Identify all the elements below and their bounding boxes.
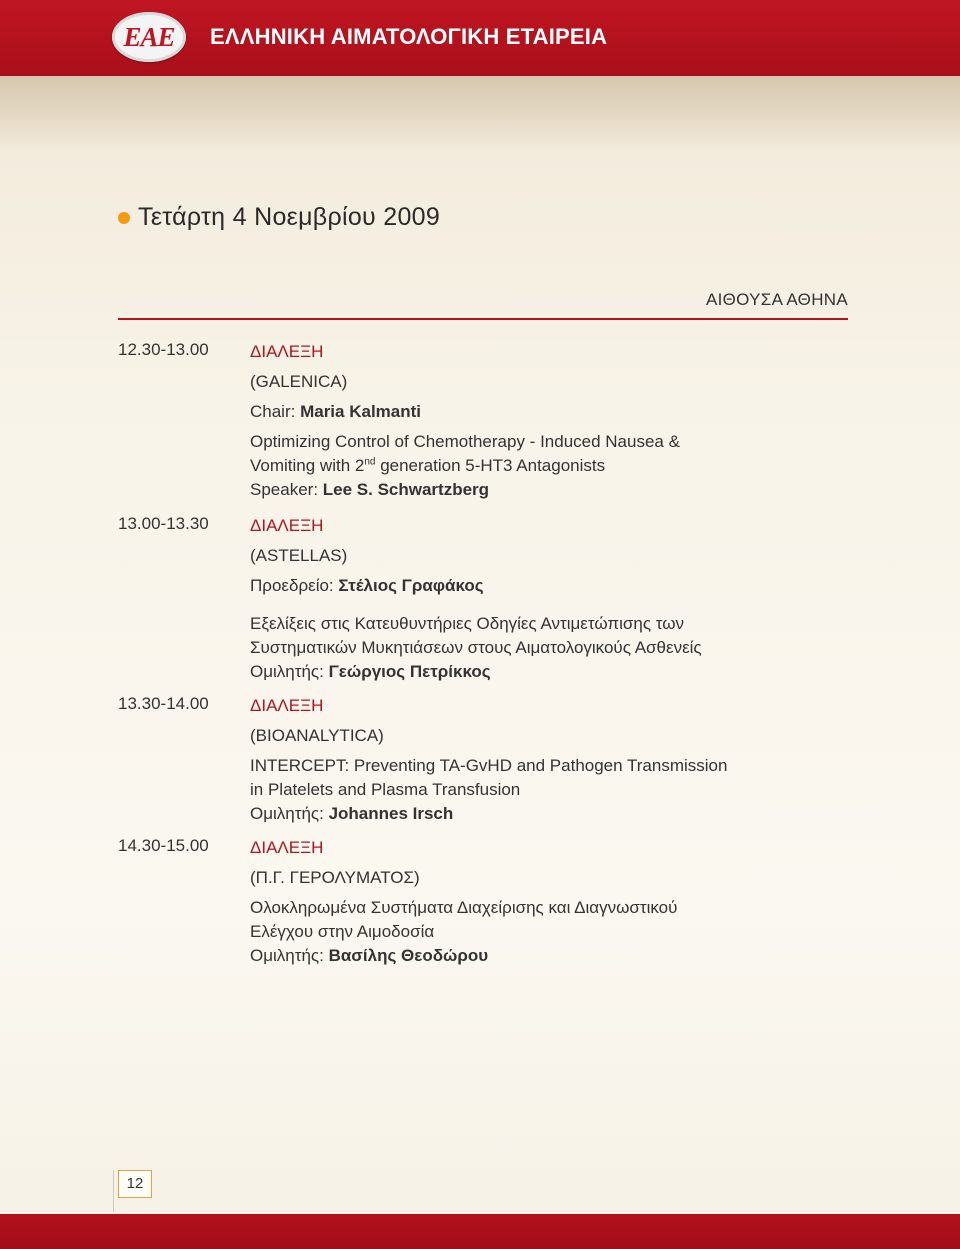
session-type: ΔΙΑΛΕΞΗ	[250, 696, 324, 715]
session-sponsor: (BIOANALYTICA)	[250, 726, 384, 745]
session-speaker: Ομιλητής: Γεώργιος Πετρίκκος	[250, 662, 491, 681]
speaker-name: Johannes Irsch	[328, 804, 454, 823]
session-speaker: Speaker: Lee S. Schwartzberg	[250, 480, 490, 499]
session-content	[250, 836, 850, 968]
session-title-line: Εξελίξεις στις Κατευθυντήριες Οδηγίες Αντιμετώπισης των	[250, 614, 684, 633]
hall-label: ΑΙΘΟΥΣΑ ΑΘΗΝΑ	[706, 290, 848, 309]
society-logo	[112, 12, 186, 62]
session-chair: Chair: Maria Kalmanti	[250, 402, 422, 421]
page-number: 12	[118, 1170, 152, 1198]
logo-text: ΕΑΕ	[123, 21, 175, 52]
session-time: 12.30-13.00	[118, 340, 209, 359]
session-time: 13.30-14.00	[118, 694, 209, 713]
session-title-line: Optimizing Control of Chemotherapy - Induced Nausea &	[250, 432, 680, 451]
speaker-name: Βασίλης Θεοδώρου	[328, 946, 489, 965]
session-time: 13.00-13.30	[118, 514, 209, 533]
session-title-line: Ολοκληρωμένα Συστήματα Διαχείρισης και Διαγνωστικού	[250, 898, 678, 917]
date-heading	[118, 203, 440, 232]
session-title-line: INTERCEPT: Preventing TA-GvHD and Pathogen Transmission	[250, 756, 728, 775]
speaker-name: Γεώργιος Πετρίκκος	[328, 662, 491, 681]
footer-divider	[113, 1170, 114, 1212]
session-time: 14.30-15.00	[118, 836, 209, 855]
session-sponsor: (GALENICA)	[250, 372, 348, 391]
session-title-line: Ελέγχου στην Αιμοδοσία	[250, 922, 435, 941]
session-type: ΔΙΑΛΕΞΗ	[250, 342, 324, 361]
session-title-line: Συστηματικών Μυκητιάσεων στους Αιματολογικούς Ασθενείς	[250, 638, 702, 657]
header-bar	[0, 0, 960, 76]
session-type: ΔΙΑΛΕΞΗ	[250, 838, 324, 857]
session-chair: Προεδρείο: Στέλιος Γραφάκος	[250, 576, 484, 595]
chair-name: Maria Kalmanti	[300, 402, 422, 421]
footer-bar	[0, 1214, 960, 1249]
session-type: ΔΙΑΛΕΞΗ	[250, 516, 324, 535]
session-title-line: in Platelets and Plasma Transfusion	[250, 780, 521, 799]
hall-divider	[118, 318, 848, 320]
chair-name: Στέλιος Γραφάκος	[338, 576, 484, 595]
session-content	[250, 694, 850, 826]
session-content	[250, 514, 850, 684]
speaker-name: Lee S. Schwartzberg	[322, 480, 490, 499]
organization-title: ΕΛΛΗΝΙΚΗ ΑΙΜΑΤΟΛΟΓΙΚΗ ΕΤΑΙΡΕΙΑ	[210, 24, 608, 49]
session-sponsor: (ASTELLAS)	[250, 546, 348, 565]
session-speaker: Ομιλητής: Βασίλης Θεοδώρου	[250, 946, 489, 965]
session-sponsor: (Π.Γ. ΓΕΡΟΛΥΜΑΤΟΣ)	[250, 868, 420, 887]
header-shadow	[0, 76, 960, 154]
date-text: Τετάρτη 4 Νοεμβρίου 2009	[138, 203, 441, 231]
session-content	[250, 340, 850, 502]
bullet-icon	[118, 212, 130, 224]
session-title-line: Vomiting with 2nd generation 5-HT3 Antagonists	[250, 456, 606, 475]
session-speaker: Ομιλητής: Johannes Irsch	[250, 804, 454, 823]
